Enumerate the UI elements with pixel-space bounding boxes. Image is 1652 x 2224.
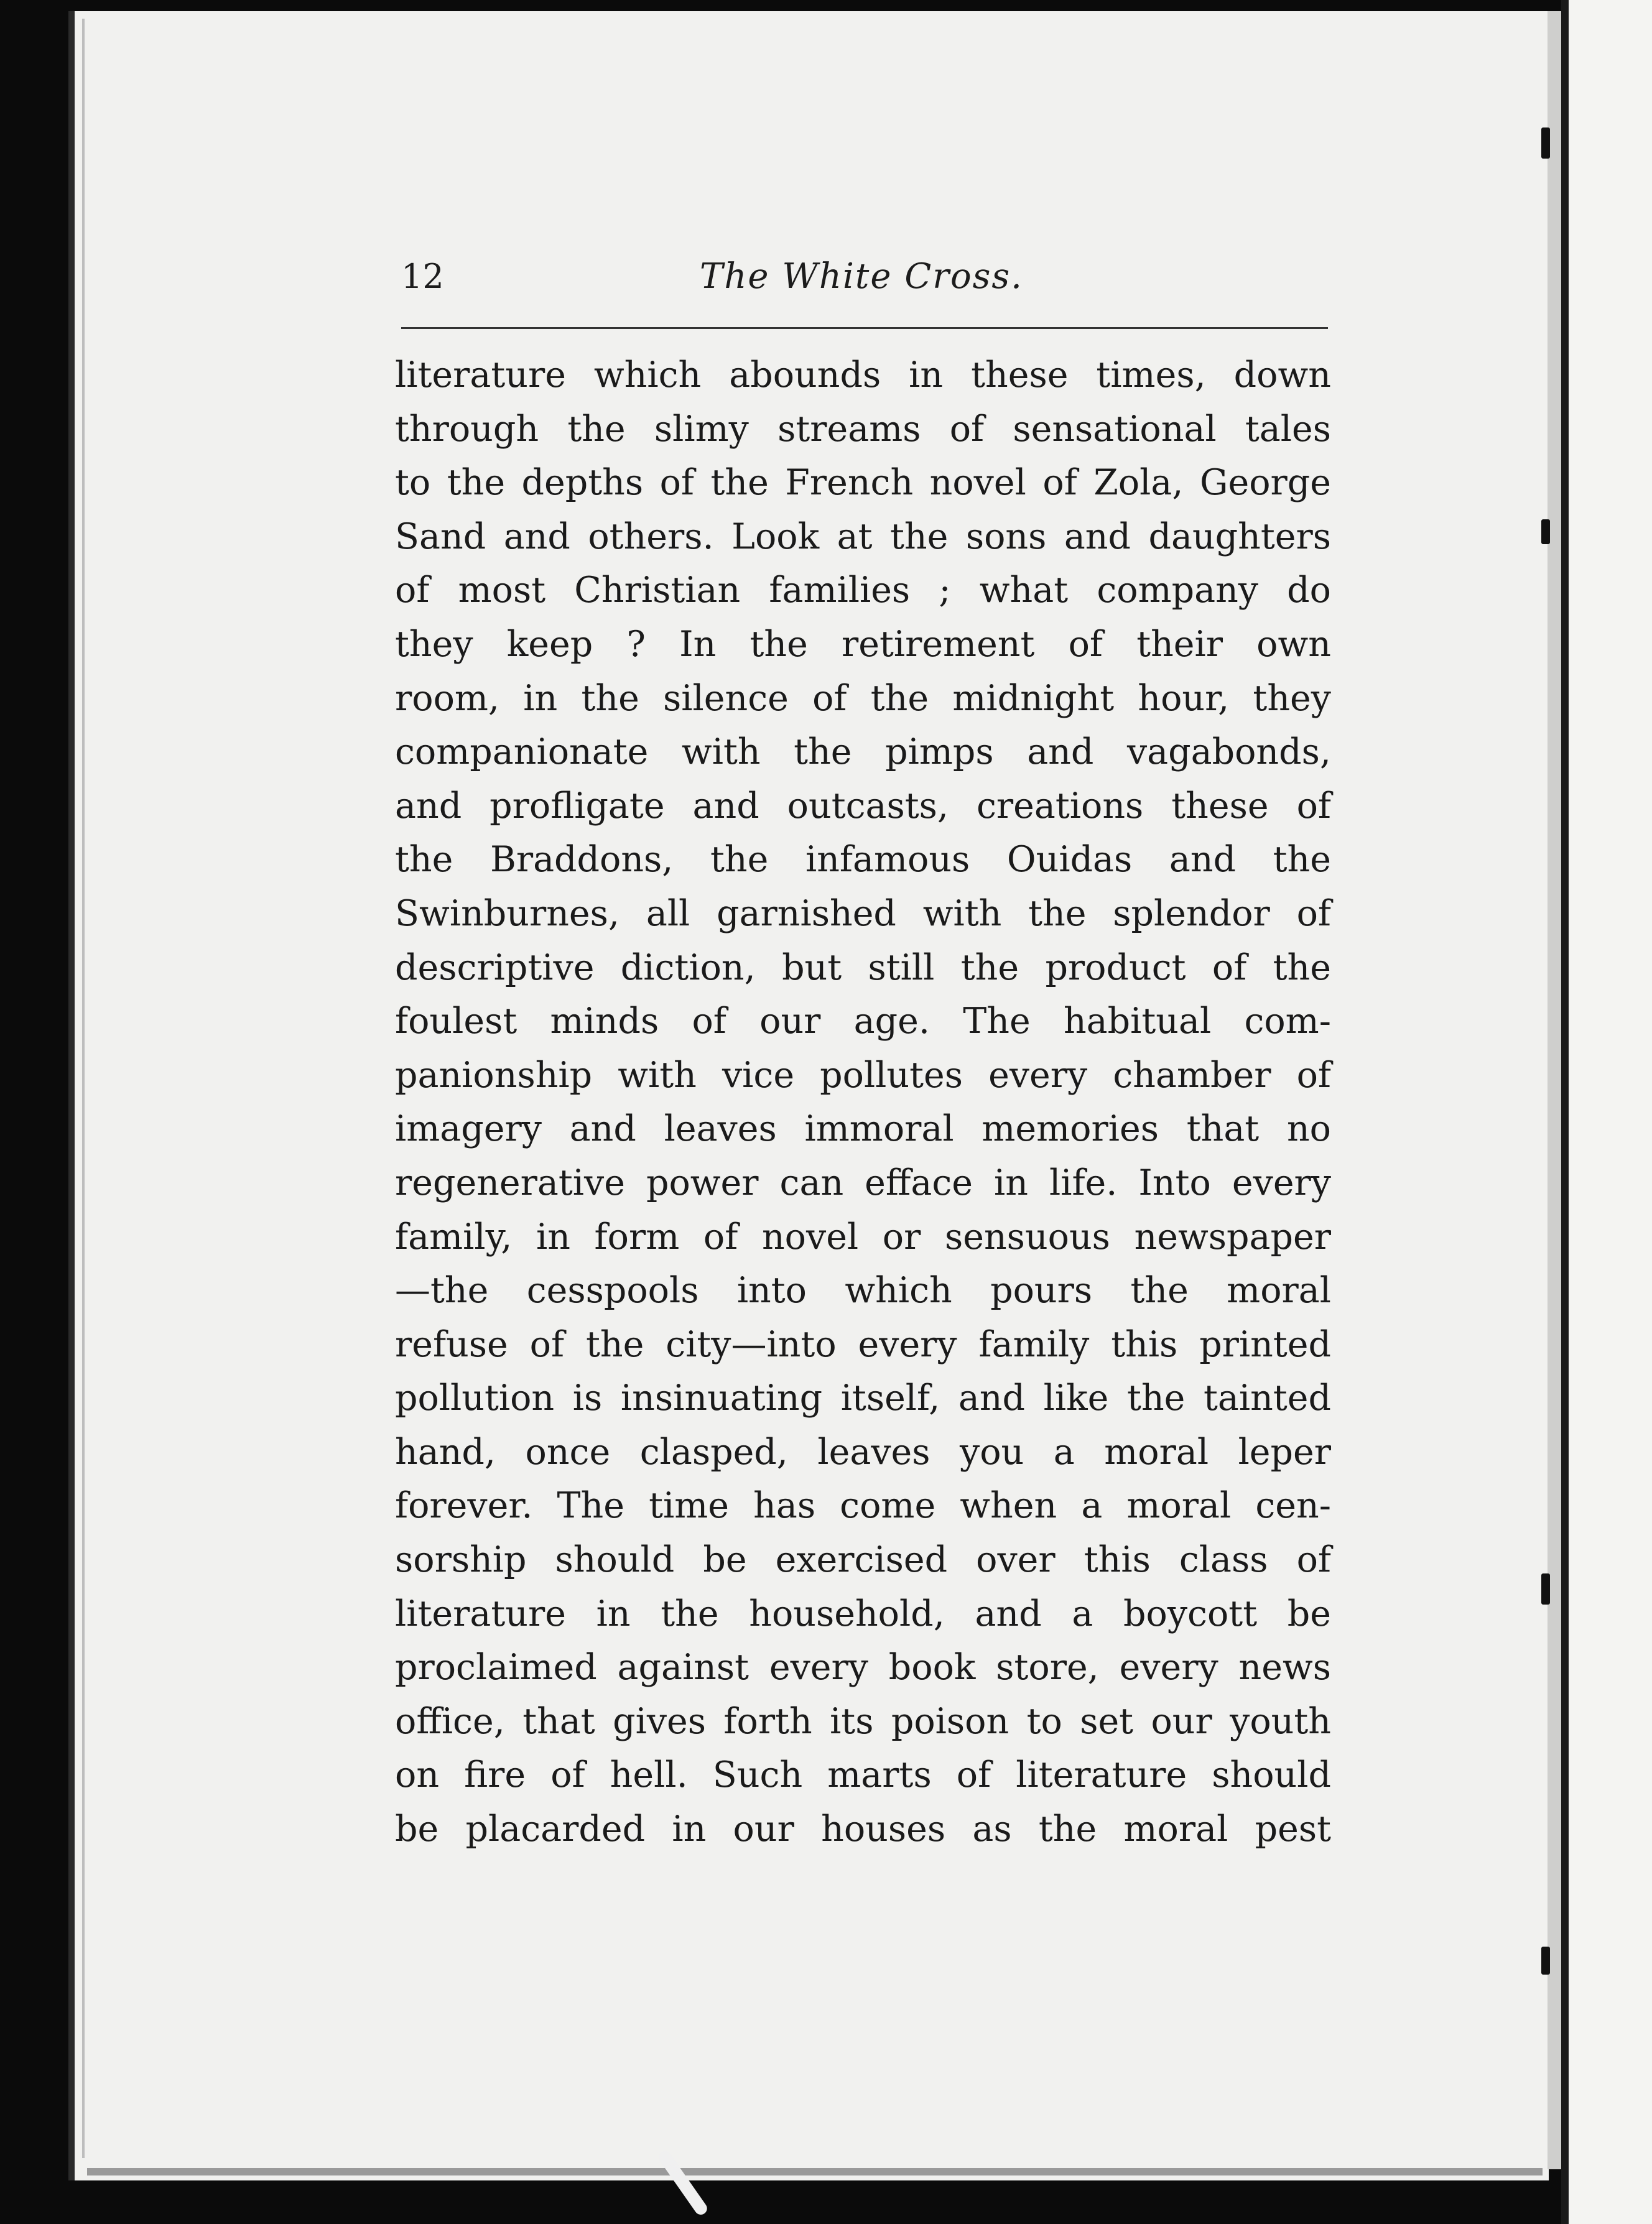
text-line: hand, once clasped, leaves you a moral leper bbox=[395, 1431, 1331, 1473]
binding-gutter bbox=[1561, 0, 1569, 2224]
text-line: companionate with the pimps and vagabonds, bbox=[395, 731, 1331, 773]
text-line: office, that gives forth its poison to set our youth bbox=[395, 1700, 1331, 1742]
text-line: on fire of hell. Such marts of literature should bbox=[395, 1754, 1331, 1796]
text-line: they keep ? In the retirement of their own bbox=[395, 623, 1331, 665]
text-line: regenerative power can efface in life. Into every bbox=[395, 1162, 1331, 1203]
text-line: room, in the silence of the midnight hour, they bbox=[395, 677, 1331, 719]
text-line: of most Christian families ; what company do bbox=[395, 570, 1331, 611]
running-head bbox=[401, 252, 1328, 302]
text-line: pollution is insinuating itself, and like the tainted bbox=[395, 1378, 1331, 1419]
text-line: be placarded in our houses as the moral pest bbox=[395, 1809, 1331, 1850]
text-line: the Braddons, the infamous Ouidas and the bbox=[395, 839, 1331, 881]
text-line: Swinburnes, all garnished with the splendor of bbox=[395, 892, 1331, 934]
text-line: literature which abounds in these times, down bbox=[395, 354, 1331, 396]
text-line: imagery and leaves immoral memories that no bbox=[395, 1108, 1331, 1150]
text-line: foulest minds of our age. The habitual com- bbox=[395, 1001, 1331, 1042]
text-line: proclaimed against every book store, every news bbox=[395, 1647, 1331, 1689]
page-bottom-edge bbox=[87, 2168, 1543, 2175]
text-line: panionship with vice pollutes every chamber of bbox=[395, 1054, 1331, 1096]
text-line: family, in form of novel or sensuous newspaper bbox=[395, 1216, 1331, 1258]
text-line: —the cesspools into which pours the moral bbox=[395, 1270, 1331, 1312]
body-text bbox=[395, 348, 1331, 1856]
text-line: literature in the household, and a boycott be bbox=[395, 1593, 1331, 1634]
binding-stitch-mark bbox=[1541, 519, 1550, 544]
running-title: The White Cross. bbox=[700, 256, 1023, 297]
binding-stitch-mark bbox=[1541, 1947, 1550, 1975]
text-line: to the depths of the French novel of Zola, George bbox=[395, 462, 1331, 504]
page-right-margin bbox=[1548, 11, 1561, 2169]
page-inner-edge bbox=[82, 19, 85, 2158]
text-line: sorship should be exercised over this class of bbox=[395, 1539, 1331, 1581]
page-number: 12 bbox=[401, 257, 444, 296]
adjacent-leaf bbox=[1569, 0, 1652, 2224]
header-rule bbox=[401, 327, 1328, 329]
text-line: and profligate and outcasts, creations these of bbox=[395, 785, 1331, 827]
text-line: refuse of the city—into every family this printed bbox=[395, 1323, 1331, 1365]
binding-stitch-mark bbox=[1541, 127, 1550, 159]
binding-stitch-mark bbox=[1541, 1573, 1550, 1605]
text-line: through the slimy streams of sensational tales bbox=[395, 408, 1331, 450]
text-line: Sand and others. Look at the sons and daughters bbox=[395, 516, 1331, 557]
text-line: descriptive diction, but still the product of the bbox=[395, 947, 1331, 988]
text-line: forever. The time has come when a moral cen- bbox=[395, 1485, 1331, 1527]
